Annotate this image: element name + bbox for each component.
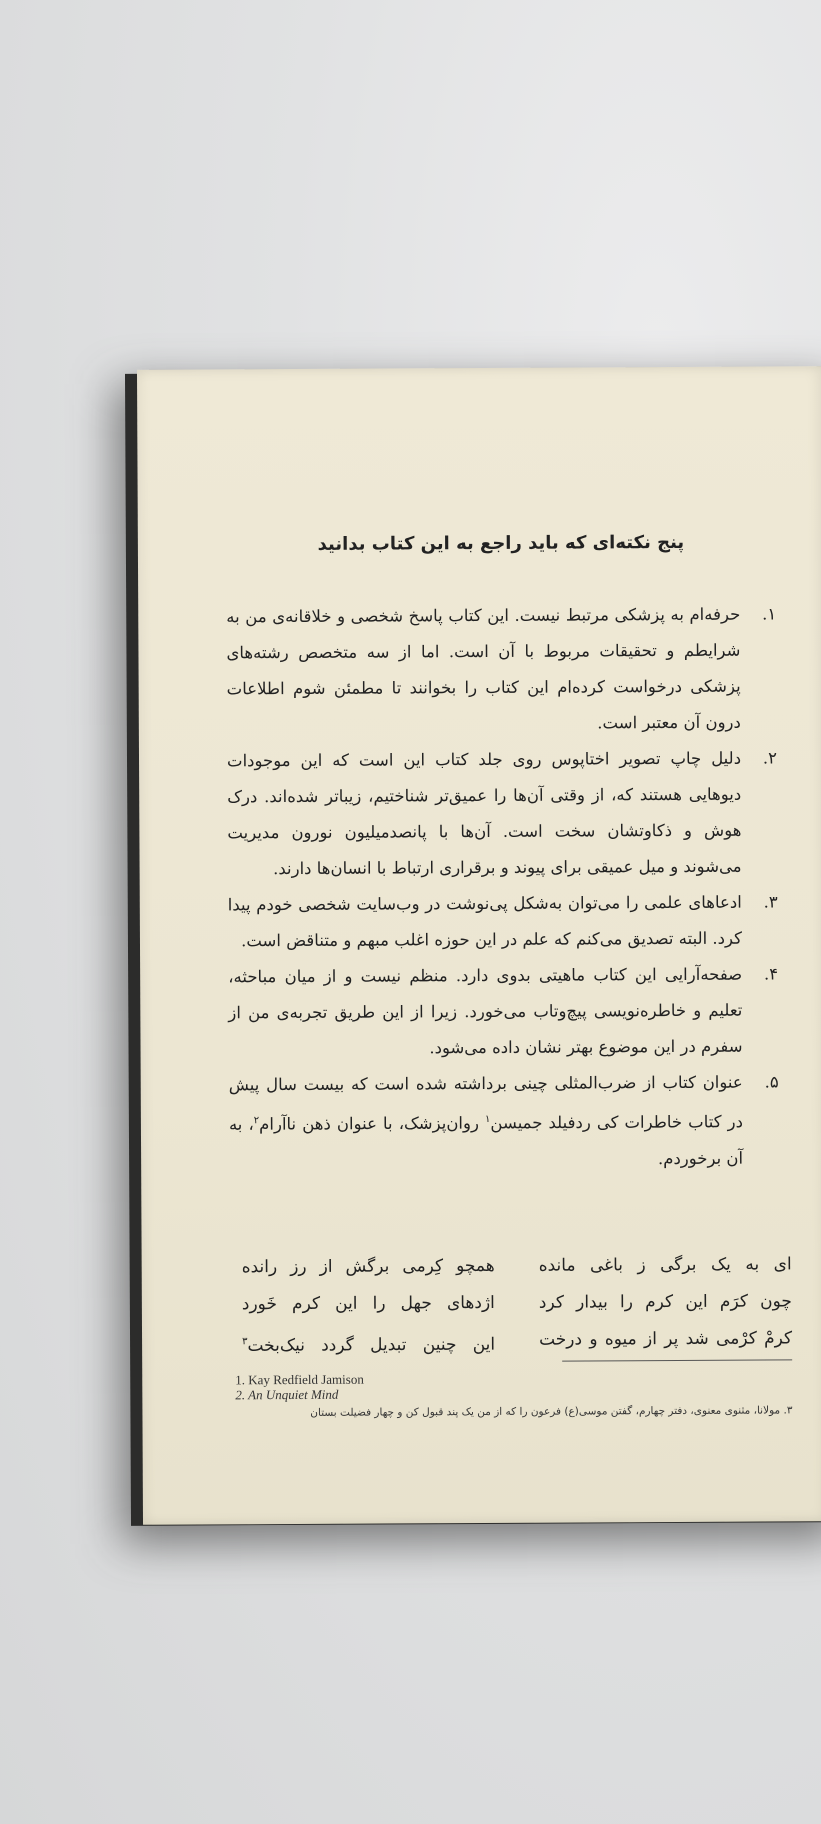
poem-right-column (539, 1246, 793, 1363)
numbered-list (226, 596, 779, 1178)
footnote-1: 1. Kay Redfield Jamison (235, 1371, 364, 1388)
footnote-2 (235, 1387, 364, 1403)
poem-line-last (242, 1322, 495, 1365)
poem-line: کرمْ کرْمی شد پر از میوه و درخت (539, 1328, 793, 1350)
item-text-after: ، به آن برخوردم. (228, 1114, 744, 1168)
poem-line: چون کرَم این کرم را بیدار کرد (538, 1291, 792, 1313)
list-item-3 (228, 884, 778, 959)
item-number: ۴. (763, 964, 779, 984)
page-content (225, 366, 793, 1524)
footnote-ref-3: ۳ (242, 1336, 248, 1348)
item-text: ادعاهای علمی را می‌توان به‌شکل پی‌نوشت در وب‌سایت شخصی خودم پیدا کرد. البته تصدیق می‌کنم که علم در این حوزه اغلب مبهم و متناقض است. (227, 892, 743, 951)
poem-left-column (242, 1248, 496, 1365)
book-page (137, 366, 821, 1525)
page-heading: پنج نکته‌ای که باید راجع به این کتاب بدانید (317, 531, 685, 555)
list-item-1 (226, 596, 777, 743)
footnote-ref-2: ۲ (253, 1115, 260, 1127)
item-text-before: عنوان کتاب از ضرب‌المثلی چینی برداشته شده است که بیست سال پیش در کتاب خاطرات کی ردفیلد جمیسن (228, 1072, 743, 1133)
item-text-middle: روان‌پزشک، با عنوان ذهن ناآرام (259, 1113, 486, 1134)
item-number: ۵. (764, 1072, 779, 1092)
poem-line: اژدهای جهل را این کرم خَورد (241, 1292, 495, 1315)
list-item-4 (228, 956, 779, 1067)
item-text: حرفه‌ام به پزشکی مرتبط نیست. این کتاب پاسخ شخصی و خلاقانه‌ی من به شرایطم و تحقیقات مربوط با آن است. اما از سه متخصص رشته‌های پزشکی درخواست کرده‌ام این کتاب را بخوانند تا مطمئن شوم اطلاعات درون آن معتبر است. (226, 604, 741, 733)
latin-footnotes (235, 1372, 364, 1403)
poem-line-text: این چنین تبدیل گردد نیک‌بخت (247, 1334, 496, 1356)
poem-line: همچو کِرمی برگش از رز رانده (241, 1255, 495, 1278)
item-number: ۱. (762, 604, 777, 624)
item-number: ۳. (763, 892, 778, 912)
item-number: ۲. (762, 748, 778, 768)
poem-line: ای به یک برگی ز باغی مانده (538, 1254, 792, 1276)
list-item-5 (229, 1064, 780, 1178)
footnote-3: ۳. مولانا، مثنوی معنوی، دفتر چهارم، گفتن موسی(ع) فرعون را که از من یک پند قبول کن و چهار فضیلت بستان (310, 1404, 793, 1419)
footnote-ref-1: ۱ (484, 1113, 491, 1126)
list-item-2 (227, 740, 778, 887)
footnote-2-text: 2. An Unquiet Mind (235, 1386, 339, 1403)
item-text: دلیل چاپ تصویر اختاپوس روی جلد کتاب این است که این موجودات دیوهایی هستند که، از وقتی آن‌ها را عمیق‌تر شناختیم، زیباتر شده‌اند. درک هوش و ذکاوتشان سخت است. آن‌ها با پانصدمیلیون نورون مدیریت می‌شوند و میل عمیقی برای پیوند و برقراری ارتباط با انسان‌ها دارند. (226, 748, 742, 879)
item-text: صفحه‌آرایی این کتاب ماهیتی بدوی دارد. منظم نیست و از میان مباحثه، تعلیم و خاطره‌نویسی پیچ‌وتاب می‌خورد. زیرا از این طریق تجربه‌ی من از سفرم در این موضوع بهتر نشان داده می‌شود. (228, 964, 743, 1058)
poem (242, 1246, 793, 1365)
